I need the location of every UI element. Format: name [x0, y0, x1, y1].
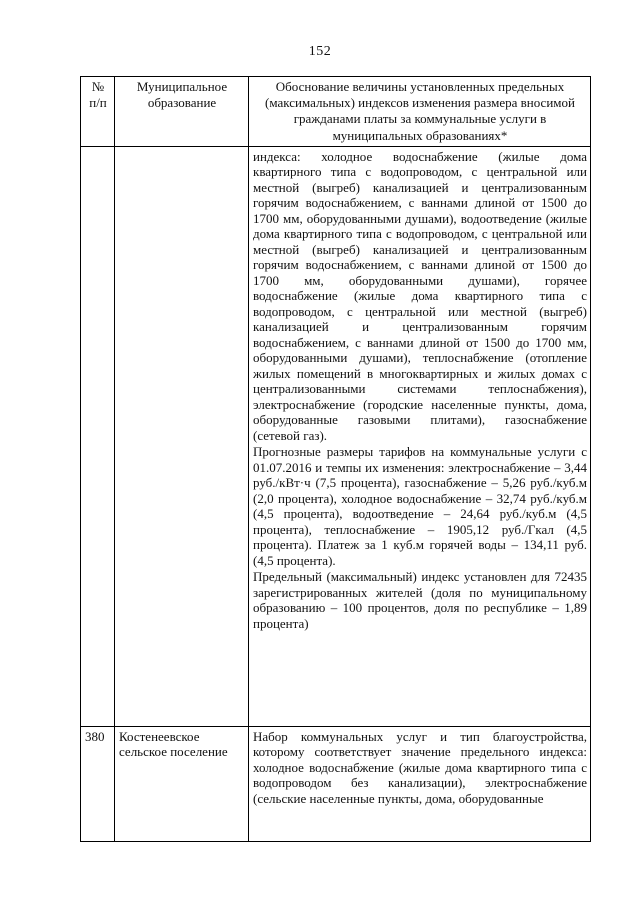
justification-paragraph: Предельный (максимальный) индекс установлен для 72435 зарегистрированных жителей (доля по муниципальному образованию – 100 процентов, доля по республике – 1,89 процента)	[253, 569, 587, 631]
table-row	[81, 146, 591, 726]
tariff-justification-table	[80, 76, 591, 842]
row-municipality: Костенеевское сельское поселение	[115, 726, 249, 841]
header-justification: Обоснование величины установленных предельных (максимальных) индексов изменения размера вносимой гражданами платы за коммунальные услуги в муниципальных образованиях*	[249, 77, 591, 147]
justification-paragraph: Набор коммунальных услуг и тип благоустройства, которому соответствует значение предельного индекса: холодное водоснабжение (жилые дома квартирного типа с водопроводом без канализации), электроснабжение (сельские населенные пункты, дома, оборудованные	[253, 728, 587, 806]
header-municipality: Муниципальное образование	[115, 77, 249, 147]
row-justification	[249, 146, 591, 726]
row-number: 380	[81, 726, 115, 841]
row-municipality	[115, 146, 249, 726]
table-header-row	[81, 77, 591, 147]
table-row	[81, 726, 591, 841]
row-justification	[249, 726, 591, 841]
row-number	[81, 146, 115, 726]
justification-paragraph: индекса: холодное водоснабжение (жилые дома квартирного типа с водопроводом, с центральной или местной (выгреб) канализацией и централизованным горячим водоснабжением, с ваннами длиной от 1500 до 1700 мм, оборудованными душами), водоотведение (жилые дома квартирного типа с водопроводом, с центральной или местной (выгреб) канализацией и централизованным горячим водоснабжением, с ваннами длиной от 1500 до 1700 мм, оборудованными душами), горячее водоснабжение (жилые дома квартирного типа с водопроводом, с центральной или местной (выгреб) канализацией и централизованным горячим водоснабжением, с ваннами длиной от 1500 до 1700 мм, оборудованными душами), теплоснабжение (отопление жилых помещений в многоквартирных и жилых домах с централизованными системами теплоснабжения), электроснабжение (городские населенные пункты, дома, оборудованные газовыми плитами), газоснабжение (сетевой газ).	[253, 148, 587, 443]
justification-paragraph: Прогнозные размеры тарифов на коммунальные услуги с 01.07.2016 и темпы их изменения: электроснабжение – 3,44 руб./кВт·ч (7,5 процента), газоснабжение – 5,26 руб./куб.м (2,0 процента), холодное водоснабжение – 32,74 руб./куб.м (4,5 процента), водоотведение – 24,64 руб./куб.м (4,5 процента), теплоснабжение – 1905,12 руб./Гкал (4,5 процента). Платеж за 1 куб.м горячей воды – 134,11 руб. (4,5 процента).	[253, 444, 587, 568]
header-number: № п/п	[81, 77, 115, 147]
page-number: 152	[308, 44, 332, 59]
